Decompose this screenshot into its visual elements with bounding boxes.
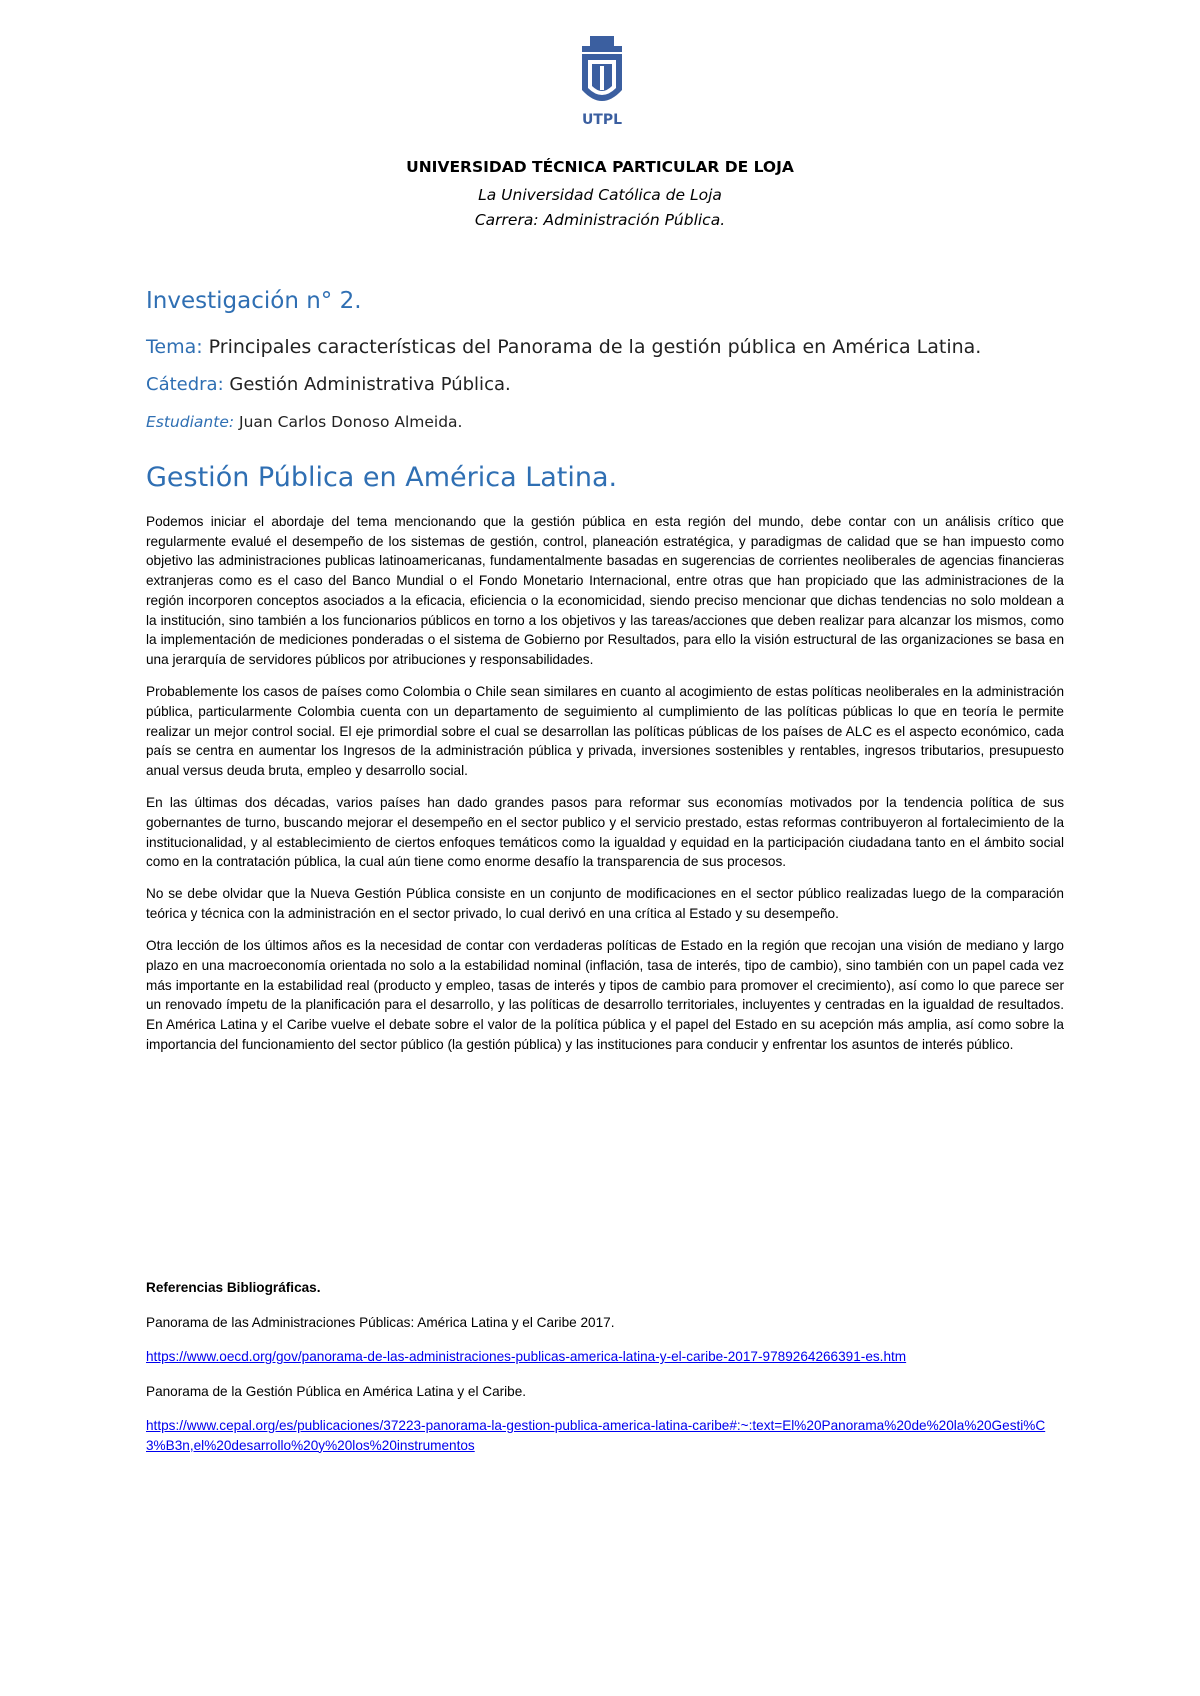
paragraph: Podemos iniciar el abordaje del tema mencionando que la gestión pública en esta región del mundo, debe contar con un análisis crítico que regularmente evalué el desempeño de los sistemas de gestión, control, planeación estratégica, y paradigmas de calidad que se han impuesto como objetivo las administraciones publicas latinoamericanas, fundamentalmente basadas en sugerencias de corrientes neoliberales de agencias financieras extranjeras como es el caso del Banco Mundial o el Fondo Monetario Internacional, entre otras que han propiciado que las administraciones de la región incorporen conceptos asociados a la eficacia, eficiencia o la economicidad, siendo preciso mencionar que dichas tendencias no solo moldean a la institución, sino también a los funcionarios públicos en torno a los objetivos y las tareas/acciones que deben realizar para alcanzar los mismos, como la implementación de mediciones ponderadas o el sistema de Gobierno por Resultados, para ello la visión estructural de las organizaciones se basa en una jerarquía de servidores públicos por atribuciones y responsabilidades. xyxy=(146,514,1064,667)
reference-link[interactable]: https://www.cepal.org/es/publicaciones/37223-panorama-la-gestion-publica-america-latina-caribe#:~:text=El%20Panorama%20de%20la%20Gesti%C3%B3n,el%20desarrollo%20y%20los%20instrumentos xyxy=(146,1418,1046,1453)
document-header xyxy=(0,152,1200,233)
investigation-title: Investigación n° 2. xyxy=(146,288,362,314)
career-label: Carrera: xyxy=(474,211,539,229)
student-line xyxy=(146,413,1066,431)
utpl-crest-icon xyxy=(576,34,628,154)
topic-value: Principales características del Panorama de la gestión pública en América Latina. xyxy=(208,336,982,358)
topic-label: Tema: xyxy=(146,336,203,358)
university-name: UNIVERSIDAD TÉCNICA PARTICULAR DE LOJA xyxy=(406,158,794,176)
student-value: Juan Carlos Donoso Almeida. xyxy=(239,413,463,431)
career-value: Administración Pública. xyxy=(543,211,726,229)
references-section xyxy=(146,1278,1064,1470)
chair-label: Cátedra: xyxy=(146,374,224,395)
body-text xyxy=(146,512,1064,1067)
paragraph: No se debe olvidar que la Nueva Gestión Pública consiste en un conjunto de modificaciones en el sector público realizadas luego de la comparación teórica y técnica con la administración en el sector privado, lo cual derivó en una crítica al Estado y su desempeño. xyxy=(146,886,1064,922)
reference-title: Panorama de las Administraciones Públicas: América Latina y el Caribe 2017. xyxy=(146,1314,615,1330)
paragraph: En las últimas dos décadas, varios países han dado grandes pasos para reformar sus economías motivados por la tendencia política de sus gobernantes de turno, buscando mejorar el desempeño en el sector publico y el servicio prestado, estas reformas contribuyeron al fortalecimiento de la institucionalidad, y al establecimiento de ciertos enfoques temáticos como la igualdad y equidad en la participación ciudadana tanto en el ámbito social como en la contratación pública, la cual aún tiene como enorme desafío la transparencia de sus procesos. xyxy=(146,795,1064,870)
logo-caption: UTPL xyxy=(581,112,623,128)
paragraph: Probablemente los casos de países como Colombia o Chile sean similares en cuanto al acogimiento de estas políticas neoliberales en la administración pública, particularmente Colombia cuenta con un departamento de seguimiento al cumplimiento de las políticas públicas lo que en teoría le permite realizar un mejor control social. El eje primordial sobre el cual se desarrollan las políticas públicas de los países de ALC es el aspecto económico, cada país se centra en aumentar los Ingresos de la administración pública y privada, inversiones sostenibles y rentables, ingresos tributarios, presupuesto anual versus deuda bruta, empleo y desarrollo social. xyxy=(146,684,1064,778)
chair-line xyxy=(146,374,1066,395)
paragraph: Otra lección de los últimos años es la necesidad de contar con verdaderas políticas de Estado en la región que recojan una visión de mediano y largo plazo en una macroeconomía orientada no solo a la estabilidad nominal (inflación, tasa de interés, tipo de cambio), sino también con un papel cada vez más importante en la estabilidad real (producto y empleo, tasas de interés y tipos de cambio para promover el crecimiento), así como lo que parece ser un renovado ímpetu de la planificación para el desarrollo, y las políticas de desarrollo territoriales, incluyentes y centradas en la igualdad de resultados. En América Latina y el Caribe vuelve el debate sobre el valor de la política pública y el papel del Estado en su acepción más amplia, así como sobre la importancia del funcionamiento del sector público (la gestión pública) y las instituciones para conducir y enfrentar los asuntos de interés público. xyxy=(146,938,1064,1052)
career-line xyxy=(0,208,1200,233)
student-label: Estudiante: xyxy=(146,413,235,431)
reference-title: Panorama de la Gestión Pública en América Latina y el Caribe. xyxy=(146,1383,527,1399)
chair-value: Gestión Administrativa Pública. xyxy=(229,374,511,395)
reference-link[interactable]: https://www.oecd.org/gov/panorama-de-las-administraciones-publicas-america-latina-y-el-caribe-2017-9789264266391-es.htm xyxy=(146,1349,907,1364)
topic-line xyxy=(146,336,1066,358)
references-heading: Referencias Bibliográficas. xyxy=(146,1280,321,1295)
university-subtitle: La Universidad Católica de Loja xyxy=(478,186,722,204)
utpl-logo xyxy=(576,34,628,154)
section-title: Gestión Pública en América Latina. xyxy=(146,462,618,493)
